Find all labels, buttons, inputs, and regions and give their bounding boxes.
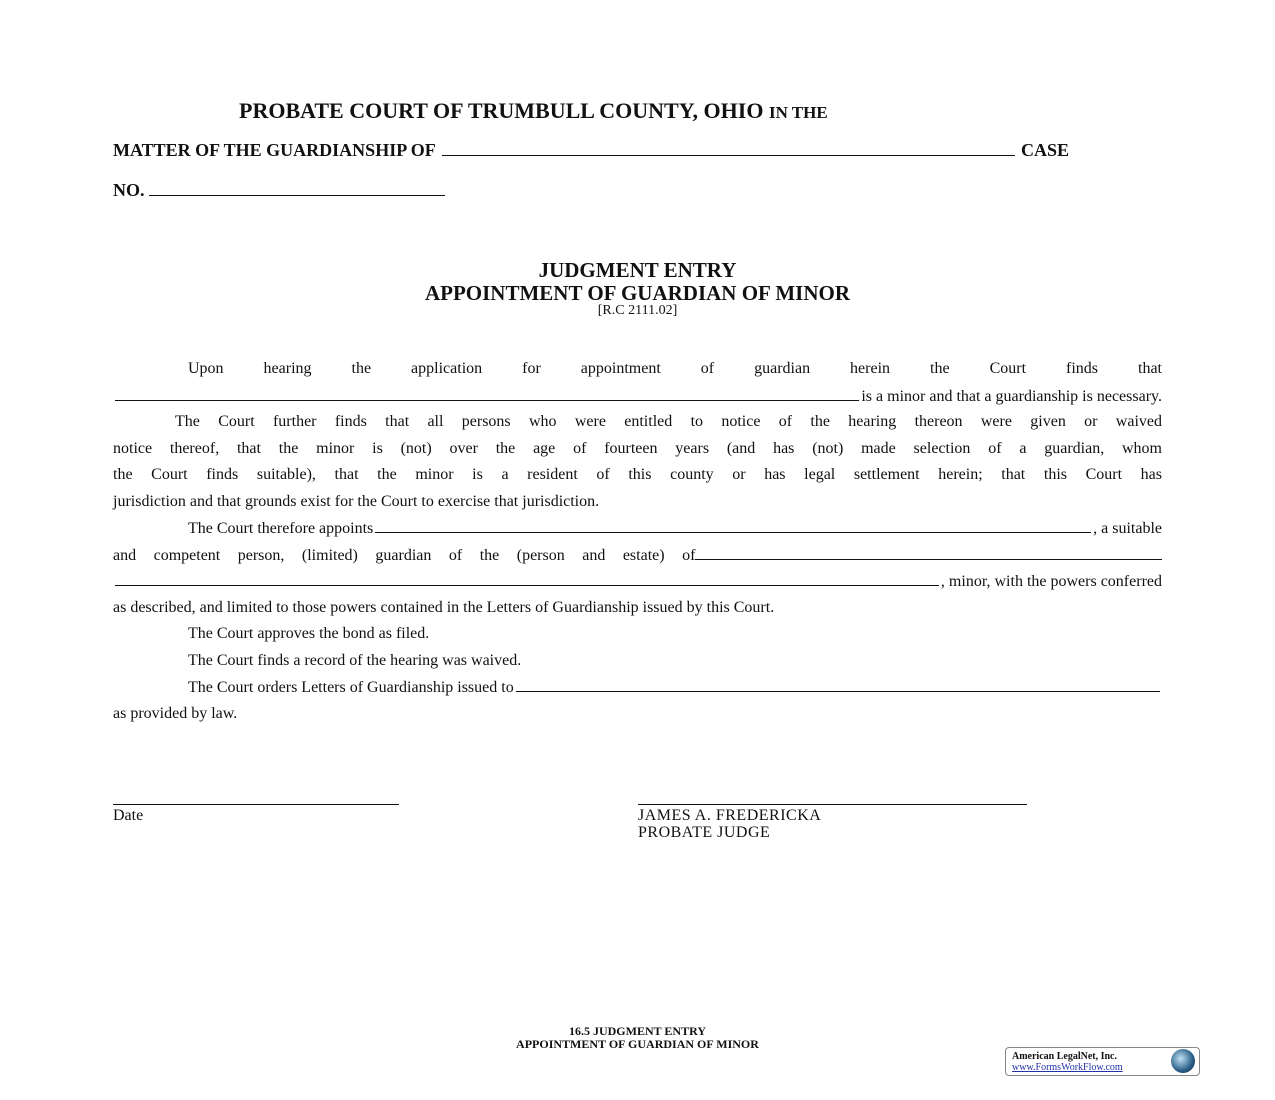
p6-line2: as provided by law. [113, 704, 238, 722]
case-label: CASE [1020, 140, 1069, 160]
logo-url-link[interactable]: www.FormsWorkFlow.com [1012, 1062, 1123, 1073]
in-the-text: IN THE [768, 103, 828, 122]
case-number-blank[interactable] [149, 181, 446, 196]
p3-line1 [113, 515, 1162, 542]
p6-line1-text: The Court orders Letters of Guardianship issued to [188, 679, 514, 696]
judge-name: JAMES A. FREDERICKA [638, 807, 822, 824]
court-name: PROBATE COURT OF TRUMBULL COUNTY, OHIO [239, 98, 764, 123]
p2-line1: The Court further finds that all persons who were entitled to notice of the hearing thereon were given or waived [175, 413, 1162, 430]
footer-line1: 16.5 JUDGMENT ENTRY [568, 1024, 707, 1038]
statute-citation: [R.C 2111.02] [597, 303, 678, 318]
judge-title: PROBATE JUDGE [638, 824, 771, 841]
p3-line3 [113, 568, 1162, 595]
footer-line2: APPOINTMENT OF GUARDIAN OF MINOR [516, 1037, 759, 1051]
p3-line1-text: The Court therefore appoints [188, 520, 374, 537]
p1-line1: Upon hearing the application for appointment of guardian herein the Court finds that [188, 360, 1162, 377]
ward-blank-1[interactable] [695, 542, 1162, 560]
ward-blank-2[interactable] [115, 568, 939, 586]
p2-line3: the Court finds suitable), that the minor is a resident of this county or has legal settlement herein; that this Court has [113, 466, 1162, 483]
p6-line1 [113, 674, 1162, 701]
ward-name-blank[interactable] [442, 141, 1015, 156]
p3-line4: as described, and limited to those powers contained in the Letters of Guardianship issued by this Court. [113, 598, 775, 616]
case-number-line [113, 180, 449, 201]
p5-text: The Court finds a record of the hearing was waived. [188, 651, 522, 669]
document-body [113, 356, 1162, 727]
matter-line [113, 140, 1069, 161]
letters-recipient-blank[interactable] [516, 674, 1160, 692]
p4-text: The Court approves the bond as filed. [188, 625, 430, 642]
no-label: NO. [113, 180, 145, 200]
matter-label: MATTER OF THE GUARDIANSHIP OF [113, 140, 436, 160]
document-subtitle: APPOINTMENT OF GUARDIAN OF MINOR [424, 281, 851, 305]
guardian-name-blank[interactable] [375, 515, 1091, 533]
minor-name-blank[interactable] [115, 383, 859, 401]
americanlegalnet-logo[interactable] [1005, 1047, 1200, 1076]
p3-line3-text: , minor, with the powers conferred [940, 573, 1162, 590]
document-title: JUDGMENT ENTRY [538, 258, 737, 282]
globe-icon [1171, 1049, 1195, 1073]
logo-company: American LegalNet, Inc. [1012, 1051, 1117, 1062]
p3-line2 [113, 542, 1162, 569]
court-heading [239, 98, 828, 124]
judge-signature-line[interactable] [638, 790, 1027, 805]
p2-line2: notice thereof, that the minor is (not) over the age of fourteen years (and has (not) made selection of a guardian, whom [113, 439, 1162, 457]
p3-line2-text: and competent person, (limited) guardian of the (person and estate) of [113, 546, 696, 564]
p3-line1-end: , a suitable [1093, 520, 1162, 537]
p1-line2-text: is a minor and that a guardianship is necessary. [861, 387, 1162, 405]
p2-line4: jurisdiction and that grounds exist for the Court to exercise that jurisdiction. [113, 492, 600, 510]
date-label: Date [113, 807, 144, 824]
date-signature-line[interactable] [113, 790, 399, 805]
p1-line2 [113, 383, 1162, 410]
